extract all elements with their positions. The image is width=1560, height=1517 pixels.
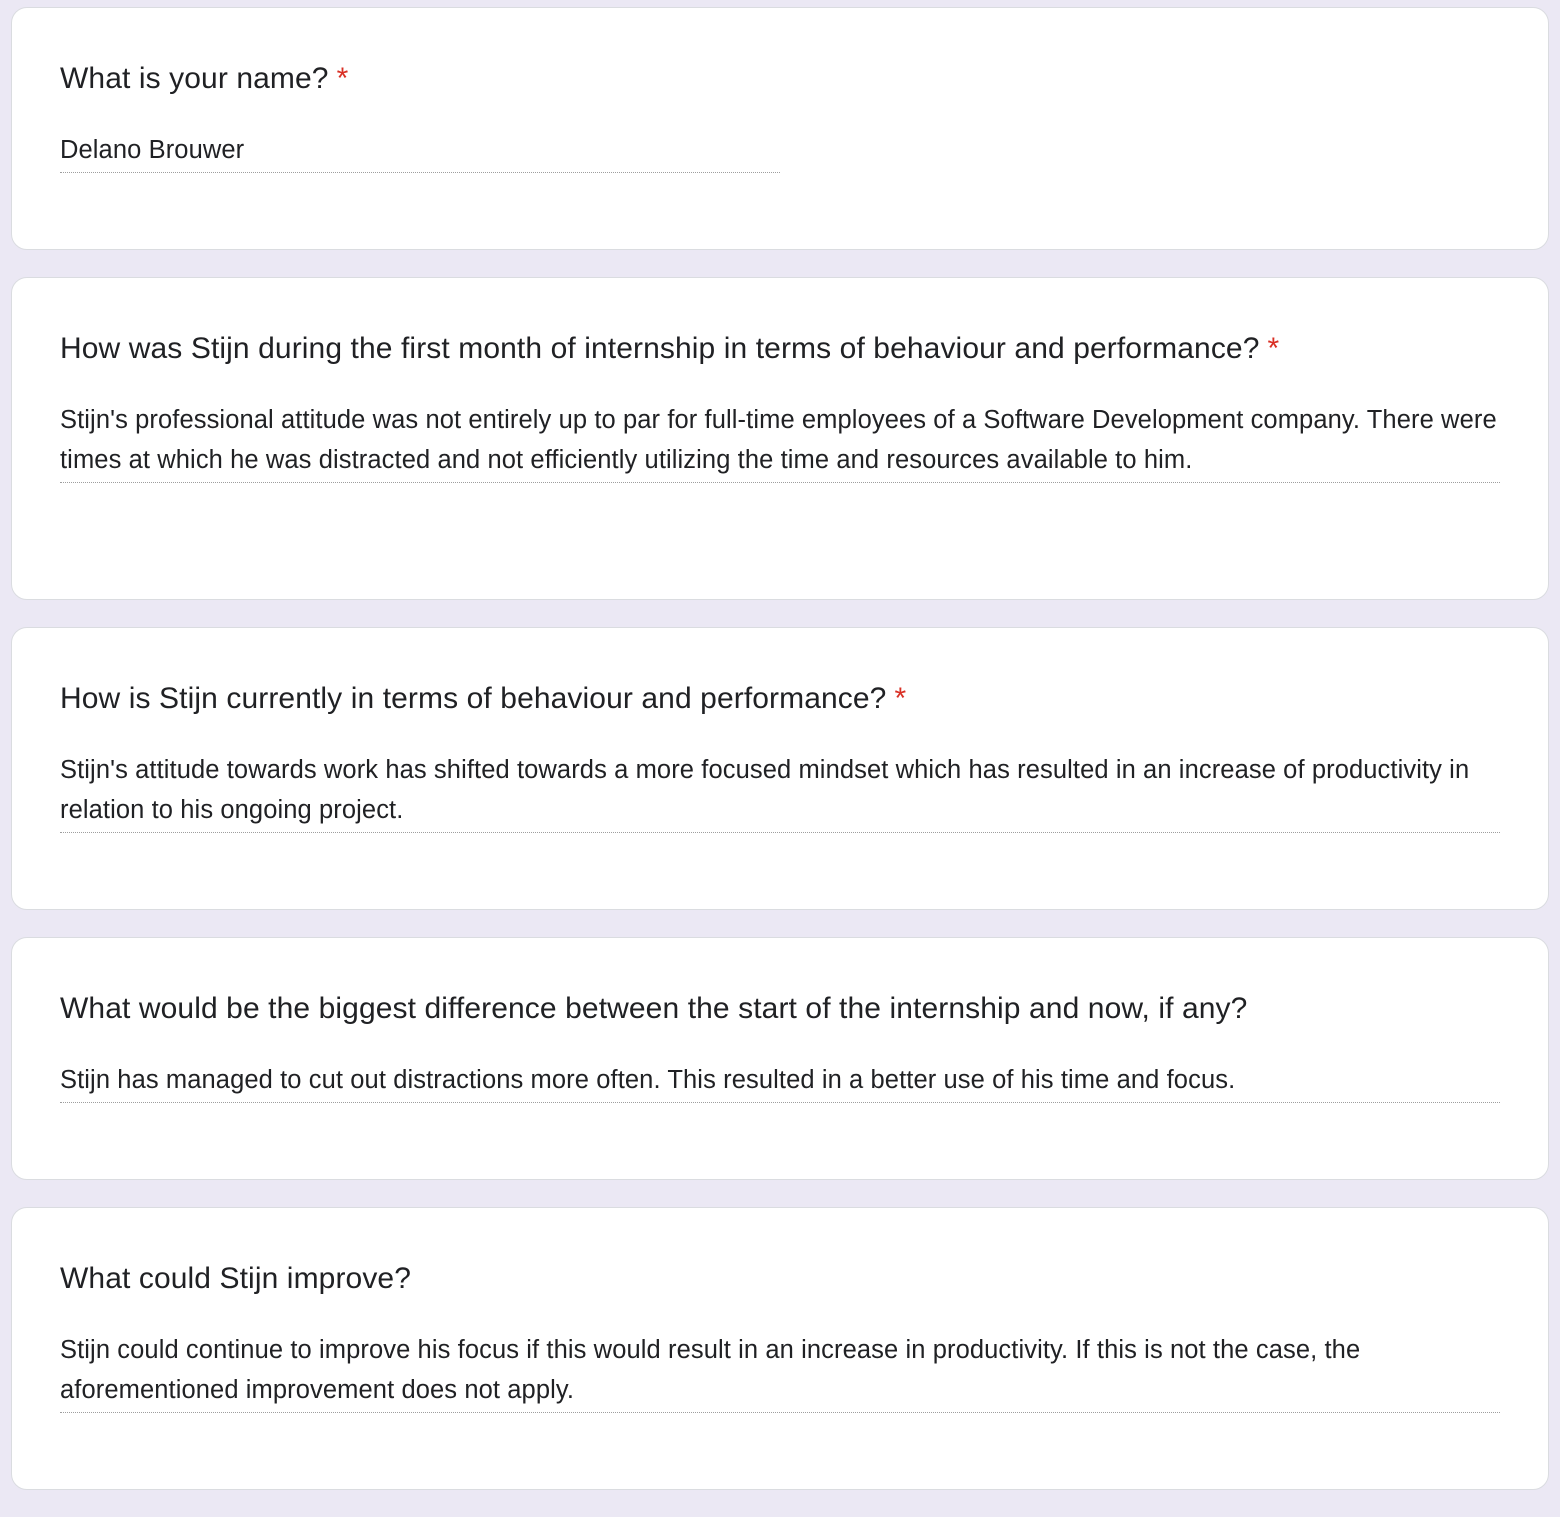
required-asterisk-icon: * <box>336 62 349 95</box>
question-card-improve <box>11 1207 1549 1490</box>
question-card-name <box>11 7 1549 250</box>
form-response <box>11 7 1549 1517</box>
question-title <box>60 8 1500 100</box>
required-asterisk-icon: * <box>1267 332 1280 365</box>
first-month-answer-field[interactable]: Stijn's professional attitude was not entirely up to par for full-time employees of a Software Development company. There were times at which he was distracted and not efficiently utilizing the time and resources available to him. <box>60 400 1500 483</box>
question-text: How was Stijn during the first month of internship in terms of behaviour and performance? <box>60 332 1260 365</box>
biggest-difference-answer-field[interactable]: Stijn has managed to cut out distractions more often. This resulted in a better use of his time and focus. <box>60 1060 1500 1103</box>
question-card-current <box>11 627 1549 910</box>
required-asterisk-icon: * <box>894 682 907 715</box>
question-title <box>60 938 1500 1030</box>
question-text: What is your name? <box>60 62 329 95</box>
question-card-first-month <box>11 277 1549 600</box>
current-answer-field[interactable]: Stijn's attitude towards work has shifted towards a more focused mindset which has resulted in an increase of productivity in relation to his ongoing project. <box>60 750 1500 833</box>
question-text: How is Stijn currently in terms of behaviour and performance? <box>60 682 887 715</box>
question-card-biggest-difference <box>11 937 1549 1180</box>
question-title <box>60 628 1500 720</box>
improve-answer-field[interactable]: Stijn could continue to improve his focus if this would result in an increase in productivity. If this is not the case, the aforementioned improvement does not apply. <box>60 1330 1500 1413</box>
question-title <box>60 278 1500 370</box>
question-title <box>60 1208 1500 1300</box>
question-text: What could Stijn improve? <box>60 1262 411 1295</box>
question-text: What would be the biggest difference between the start of the internship and now, if any? <box>60 992 1248 1025</box>
name-answer-field[interactable]: Delano Brouwer <box>60 130 780 173</box>
